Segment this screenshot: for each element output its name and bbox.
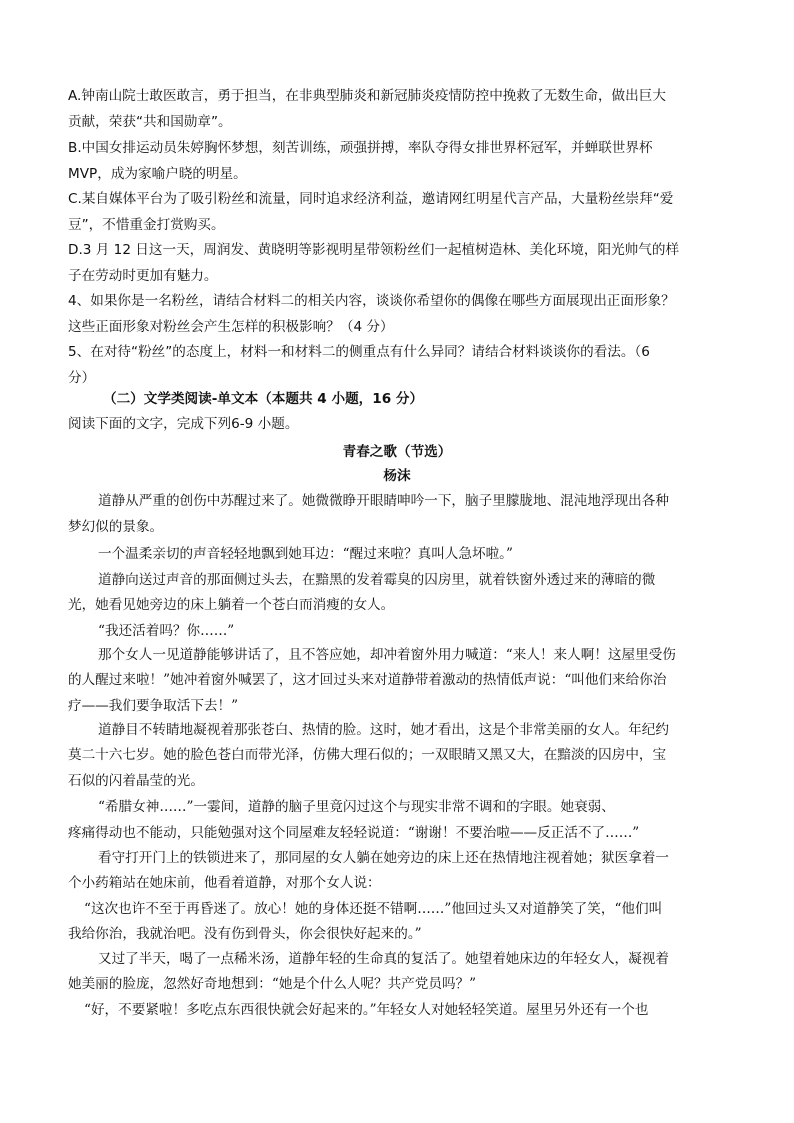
passage-line: 她美丽的脸庞，忽然好奇地想到：“她是个什么人呢？共产党员吗？” — [68, 976, 477, 992]
passage-line: 疼痛得动也不能动，只能勉强对这个同屋难友轻轻说道：“谢谢！不要治啦——反正活不了……” — [68, 825, 640, 841]
passage-title: 青春之歌（节选） — [342, 444, 452, 460]
passage-line: 的人醒过来啦！”她冲着窗外喊罢了，这才回过头来对道静带着激动的热情低声说：“叫他们来给你治 — [68, 672, 667, 688]
passage-line: 那个女人一见道静能够讲话了，且不答应她，却冲着窗外用力喊道：“来人！来人啊！这屋里受伤 — [98, 647, 676, 663]
section-instruction: 阅读下面的文字，完成下列6-9 小题。 — [68, 416, 299, 432]
section-heading: （二）文学类阅读-单文本（本题共 4 小题，16 分） — [103, 391, 424, 407]
passage-line: 道静目不转睛地凝视着那张苍白、热情的脸。这时，她才看出，这是个非常美丽的女人。年纪约 — [98, 722, 669, 738]
passage-line: “我还活着吗？你……” — [98, 623, 235, 639]
question-5-line-2: 分） — [68, 370, 96, 386]
passage-line: 光，她看见她旁边的床上躺着一个苍白而消瘦的女人。 — [68, 597, 395, 613]
passage-line: 道静向送过声音的那面侧过头去，在黯黑的发着霉臭的囚房里，就着铁窗外透过来的薄暗的微 — [98, 572, 656, 588]
question-4-line-2: 这些正面形象对粉丝会产生怎样的积极影响？（4 分） — [68, 319, 394, 335]
passage-line: “好，不要紧啦！多吃点东西很快就会好起来的。”年轻女人对她轻轻笑道。屋里另外还有一个也 — [84, 1002, 649, 1018]
question-4-line-1: 4、如果你是一名粉丝，请结合材料二的相关内容，谈谈你希望你的偶像在哪些方面展现出正面形象？ — [68, 293, 675, 309]
option-a-line-2: 贡献，荣获“共和国勋章”。 — [68, 114, 232, 130]
option-b-line-1: B.中国女排运动员朱婷胸怀梦想，刻苦训练，顽强拼搏，率队夺得女排世界杯冠军，并蝉联世界杯 — [68, 140, 653, 156]
passage-line: 梦幻似的景象。 — [68, 519, 164, 535]
question-5-line-1: 5、在对待“粉丝”的态度上，材料一和材料二的侧重点有什么异同？请结合材料谈谈你的看法。（6 — [68, 344, 650, 360]
passage-line: 看守打开门上的铁锁进来了，那同屋的女人躺在她旁边的床上还在热情地注视着她；狱医拿着一 — [98, 850, 669, 866]
option-d-line-1: D.3 月 12 日这一天，周润发、黄晓明等影视明星带领粉丝们一起植树造林、美化环境，阳光帅气的样 — [68, 242, 680, 258]
passage-line: “希腊女神……”一霎间，道静的脑子里竟闪过这个与现实非常不调和的字眼。她衰弱、 — [98, 799, 615, 815]
passage-line: 莫二十六七岁。她的脸色苍白而带光泽，仿佛大理石似的；一双眼睛又黑又大，在黯淡的囚房中，宝 — [68, 747, 667, 763]
passage-line: 石似的闪着晶莹的光。 — [68, 773, 204, 789]
option-c-line-1: C.某自媒体平台为了吸引粉丝和流量，同时追求经济利益，邀请网红明星代言产品，大量粉丝崇拜“爱 — [68, 191, 674, 207]
passage-line: 我给你治，我就治吧。没有伤到骨头，你会很快好起来的。” — [68, 926, 422, 942]
option-c-line-2: 豆”，不惜重金打赏购买。 — [68, 217, 225, 233]
option-b-line-2: MVP，成为家喻户晓的明星。 — [68, 166, 247, 182]
passage-line: “这次也许不至于再昏迷了。放心！她的身体还挺不错啊……”他回过头又对道静笑了笑，“他们叫 — [84, 901, 663, 917]
passage-line: 一个温柔亲切的声音轻轻地飘到她耳边：“醒过来啦？真叫人急坏啦。” — [98, 546, 513, 562]
passage-line: 又过了半天，喝了一点稀米汤，道静年轻的生命真的复活了。她望着她床边的年轻女人，凝视着 — [98, 951, 669, 967]
passage-author: 杨沫 — [383, 468, 411, 484]
passage-line: 疗——我们要争取活下去！” — [68, 698, 239, 714]
option-d-line-2: 子在劳动时更加有魅力。 — [68, 268, 218, 284]
option-a-line-1: A.钟南山院士敢医敢言，勇于担当，在非典型肺炎和新冠肺炎疫情防控中挽救了无数生命，做出巨大 — [68, 88, 666, 104]
passage-line: 个小药箱站在她床前，他看着道静，对那个女人说： — [68, 875, 381, 891]
passage-line: 道静从严重的创伤中苏醒过来了。她微微睁开眼睛呻吟一下，脑子里朦胧地、混沌地浮现出各种 — [98, 493, 669, 509]
